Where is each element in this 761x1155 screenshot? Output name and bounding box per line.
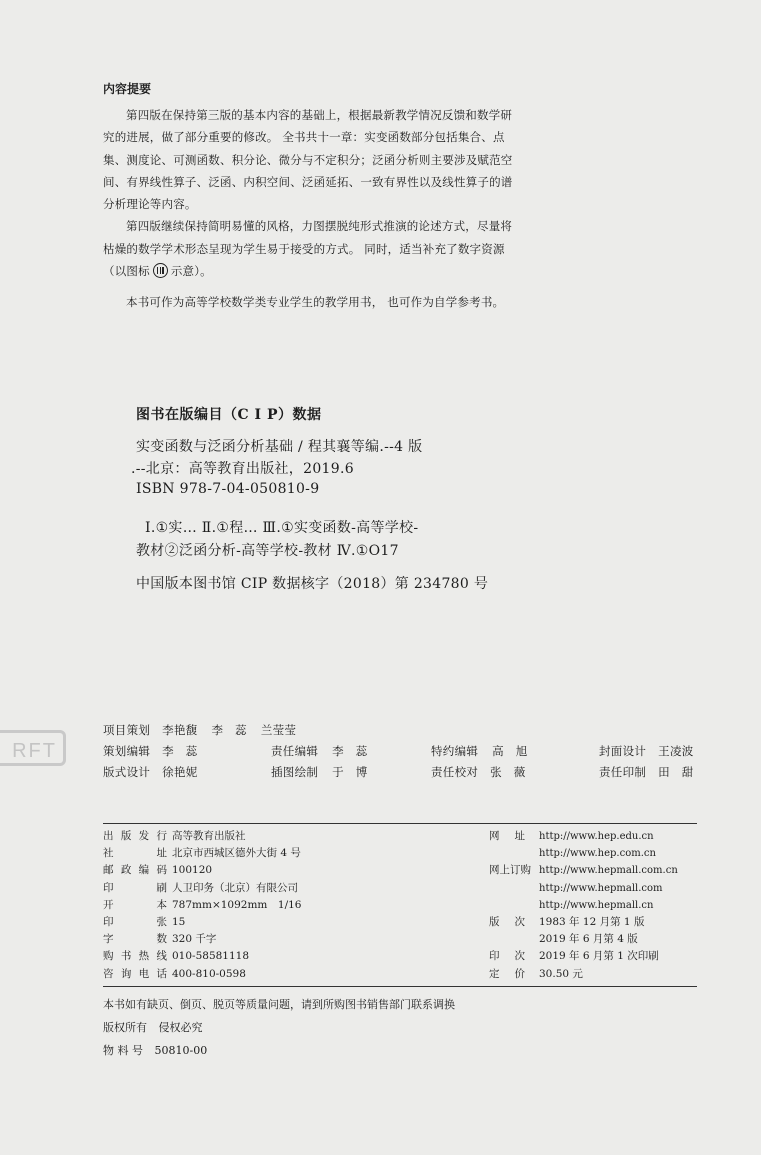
staff-name: 王凌波 <box>658 744 694 758</box>
pub-row <box>103 914 301 931</box>
pub-label: 咨询电话 <box>103 967 167 980</box>
pub-value: 人卫印务（北京）有限公司 <box>172 881 298 894</box>
pub-row <box>103 845 301 862</box>
pub-value: 15 <box>172 915 186 928</box>
library-stamp: RFT <box>0 730 66 766</box>
staff-label: 责任印制 <box>599 765 647 779</box>
summary-paragraph-2-text: 第四版继续保持简明易懂的风格，力图摆脱纯形式推演的论述方式，尽量将枯燥的数学学术形态呈现为学生易于接受的方式。 同时，适当补充了数字资源（以图标 <box>103 219 513 279</box>
digital-resource-icon <box>153 263 168 278</box>
pub-label: 定 价 <box>489 967 525 980</box>
material-number: 50810-00 <box>154 1044 208 1057</box>
staff-name: 徐艳妮 <box>162 765 198 779</box>
pub-row <box>103 948 301 965</box>
staff-illustrator <box>271 764 368 780</box>
pub-label: 购书热线 <box>103 950 167 963</box>
pub-value: 400-810-0598 <box>172 967 246 980</box>
order-url[interactable]: http://www.hepmall.cn <box>539 899 654 911</box>
material-label: 物 料 号 <box>103 1044 143 1057</box>
cip-line-5: 教材②泛函分析-高等学校-教材 Ⅳ.①O17 <box>136 543 399 559</box>
pub-value: 2019 年 6 月第 4 版 <box>539 933 638 946</box>
staff-label: 责任校对 <box>431 765 479 779</box>
pub-row <box>103 897 301 914</box>
staff-project-plan <box>103 722 296 738</box>
pub-row <box>103 880 301 897</box>
pub-value: 010-58581118 <box>172 950 250 963</box>
summary-title: 内容提要 <box>103 82 152 96</box>
cip-line-2: .--北京：高等教育出版社，2019.6 <box>131 461 354 477</box>
staff-plan-editor <box>103 743 198 759</box>
pub-label: 开 本 <box>103 898 167 911</box>
pub-row <box>103 931 301 948</box>
pub-row <box>489 914 678 931</box>
summary-body <box>103 104 523 314</box>
staff-name: 于 博 <box>332 765 368 779</box>
staff-resp-editor <box>271 743 368 759</box>
top-rule <box>103 823 697 824</box>
staff-name: 李 蕊 <box>332 744 368 758</box>
pub-label: 社 址 <box>103 847 167 860</box>
pub-value: 787mm×1092mm 1/16 <box>172 898 302 911</box>
pub-value: 1983 年 12 月第 1 版 <box>539 915 645 928</box>
pub-label: 出版发行 <box>103 830 167 842</box>
staff-label: 特约编辑 <box>431 744 479 758</box>
pub-row <box>489 966 678 983</box>
copyright-line <box>103 1019 203 1035</box>
pub-label: 邮政编码 <box>103 864 167 877</box>
staff-proofreader <box>431 764 526 780</box>
cip-title: 图书在版编目（C I P）数据 <box>136 407 322 423</box>
pub-value: 高等教育出版社 <box>172 830 246 842</box>
pub-row <box>489 845 678 862</box>
pub-row <box>489 897 678 914</box>
website-url[interactable]: http://www.hep.edu.cn <box>539 831 654 842</box>
pub-label: 印 刷 <box>103 881 167 894</box>
summary-paragraph-1: 第四版在保持第三版的基本内容的基础上，根据最新教学情况反馈和数学研究的进展，做了部分重要的修改。 全书共十一章：实变函数部分包括集合、点集、测度论、可测函数、积分论、微分与不定积分；泛函分析则主要涉及赋范空间、有界线性算子、泛函、内积空间、泛函延拓、一致有界性以及线性算子的谱分析理论等内容。 <box>103 108 513 212</box>
pub-label: 字 数 <box>103 933 167 946</box>
order-url[interactable]: http://www.hepmall.com <box>539 882 663 894</box>
pub-row <box>489 948 678 965</box>
staff-label: 项目策划 <box>103 723 151 737</box>
pub-info-left <box>103 828 301 983</box>
staff-name: 张 薇 <box>490 765 526 779</box>
summary-icon-suffix: 示意）。 <box>170 264 212 279</box>
website-url[interactable]: http://www.hep.com.cn <box>539 848 656 860</box>
staff-printing <box>599 764 694 780</box>
staff-name: 兰莹莹 <box>260 723 297 737</box>
pub-value: 北京市西城区德外大街 4 号 <box>172 847 301 860</box>
pub-label: 版 次 <box>489 915 525 928</box>
staff-special-editor <box>431 743 528 759</box>
pub-row <box>103 966 301 983</box>
staff-label: 版式设计 <box>103 765 151 779</box>
summary-paragraph-3: 本书可作为高等学校数学类专业学生的教学用书， 也可作为自学参考书。 <box>126 295 505 310</box>
cip-isbn: ISBN 978-7-04-050810-9 <box>136 481 320 497</box>
staff-name: 田 甜 <box>658 765 694 779</box>
bottom-rule <box>103 986 697 987</box>
staff-label: 责任编辑 <box>271 744 319 758</box>
pub-label: 网 址 <box>489 830 525 842</box>
staff-name: 李艳馥 <box>162 723 198 737</box>
staff-name: 李 蕊 <box>211 723 247 737</box>
pub-value: 100120 <box>172 864 213 877</box>
summary-paragraph-2 <box>103 215 523 282</box>
staff-cover-design <box>599 743 694 759</box>
pub-info-right <box>489 828 678 983</box>
cip-number: 中国版本图书馆 CIP 数据核字（2018）第 234780 号 <box>136 576 489 592</box>
pub-row <box>489 828 678 845</box>
pub-label: 印 张 <box>103 915 167 928</box>
pub-label: 网上订购 <box>489 864 531 877</box>
quality-notice: 本书如有缺页、倒页、脱页等质量问题，请到所购图书销售部门联系调换 <box>103 998 455 1011</box>
pub-row <box>103 828 301 845</box>
cip-line-1: 实变函数与泛函分析基础 / 程其襄等编.--4 版 <box>136 439 423 455</box>
pub-row <box>489 880 678 897</box>
pub-row <box>489 931 678 948</box>
staff-label: 插图绘制 <box>271 765 319 779</box>
pub-row <box>489 862 678 879</box>
material-line <box>103 1042 207 1058</box>
copyright-label: 版权所有 <box>103 1021 147 1034</box>
pub-value: 2019 年 6 月第 1 次印刷 <box>539 950 659 963</box>
copyright-value: 侵权必究 <box>158 1021 203 1034</box>
cip-line-4: Ⅰ.①实… Ⅱ.①程… Ⅲ.①实变函数-高等学校- <box>145 520 419 536</box>
pub-row <box>103 862 301 879</box>
order-url[interactable]: http://www.hepmall.com.cn <box>539 865 678 877</box>
price-value: 30.50 元 <box>539 967 583 980</box>
pub-value: 320 千字 <box>172 933 217 946</box>
staff-label: 封面设计 <box>599 744 647 758</box>
staff-label: 策划编辑 <box>103 744 151 758</box>
staff-name: 李 蕊 <box>162 744 198 758</box>
staff-layout-design <box>103 764 198 780</box>
pub-label: 印 次 <box>489 950 525 963</box>
staff-name: 高 旭 <box>492 744 528 758</box>
